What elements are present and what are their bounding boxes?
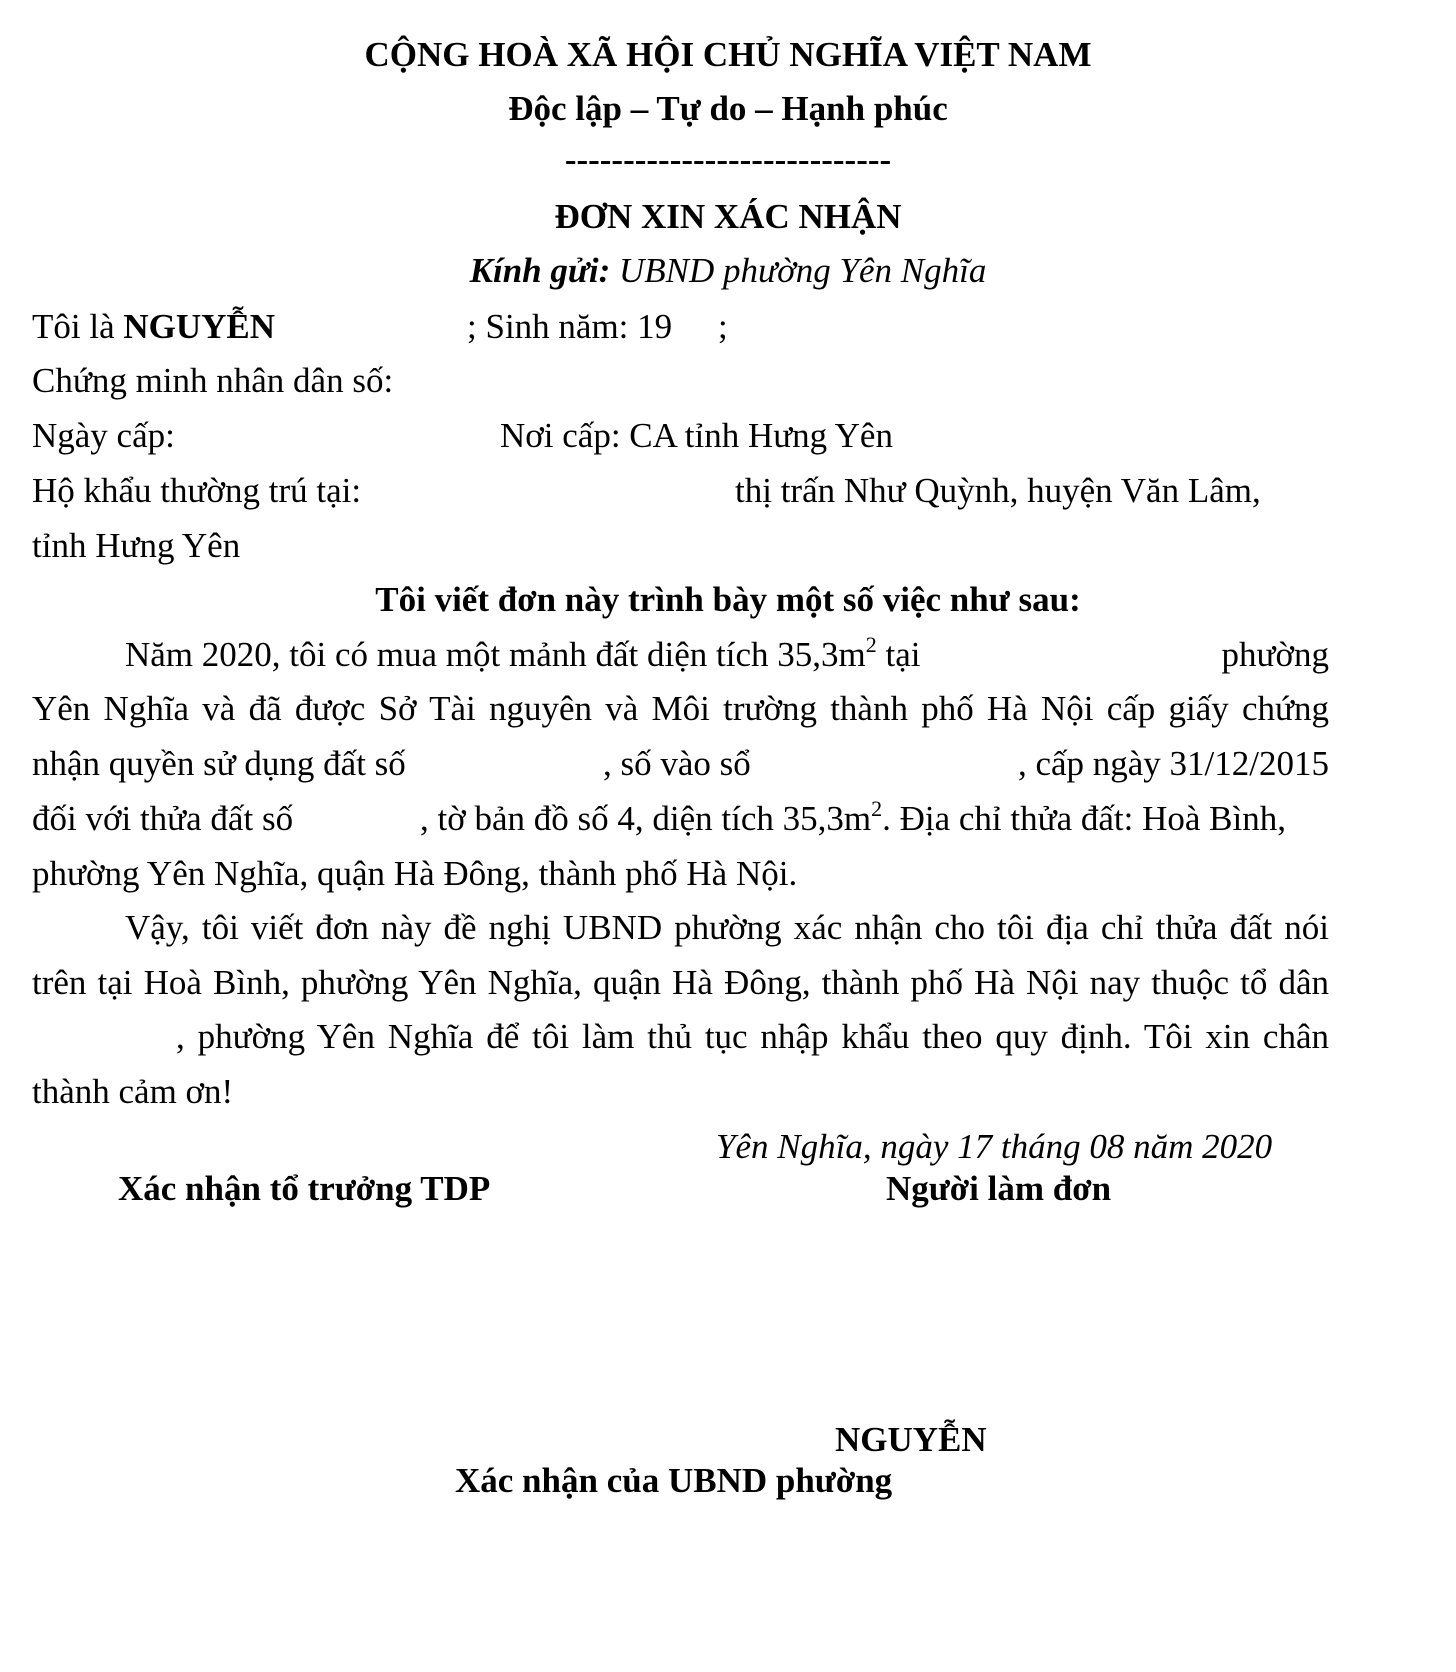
- paragraph-1-line-4a: đối với thửa đất số: [32, 799, 294, 838]
- applicant-intro: Tôi là: [32, 307, 115, 346]
- applicant-signature-label: Người làm đơn: [886, 1169, 1112, 1208]
- paragraph-2-line-1: Vậy, tôi viết đơn này đề nghị UBND phường xác nhận cho tôi địa chỉ thửa đất nói: [125, 908, 1329, 947]
- document-title: ĐƠN XIN XÁC NHẬN: [554, 197, 902, 236]
- paragraph-1-line-3b: , số vào sổ: [603, 744, 751, 783]
- paragraph-1-line-5: phường Yên Nghĩa, quận Hà Đông, thành phố Hà Nội.: [32, 854, 798, 893]
- paragraph-1-line-4b: [420, 796, 1286, 838]
- nation-heading: CỘNG HOÀ XÃ HỘI CHỦ NGHĨA VIỆT NAM: [364, 35, 1092, 74]
- paragraph-2-line-3: , phường Yên Nghĩa để tôi làm thủ tục nhập khẩu theo quy định. Tôi xin chân: [176, 1017, 1329, 1056]
- paragraph-2-line-2: trên tại Hoà Bình, phường Yên Nghĩa, quận Hà Đông, thành phố Hà Nội nay thuộc tổ dân: [32, 963, 1329, 1002]
- residence-value: thị trấn Như Quỳnh, huyện Văn Lâm,: [735, 471, 1261, 510]
- header-divider: ----------------------------: [564, 140, 892, 179]
- date-line: Yên Nghĩa, ngày 17 tháng 08 năm 2020: [716, 1127, 1273, 1166]
- residence-value-cont: tỉnh Hưng Yên: [32, 526, 241, 565]
- applicant-name: NGUYỄN: [123, 307, 276, 346]
- p1-l4-text-c: . Địa chỉ thửa đất: Hoà Bình,: [882, 799, 1286, 838]
- superscript-2: 2: [865, 632, 877, 657]
- paragraph-2-line-4: thành cảm ơn!: [32, 1072, 234, 1111]
- birth-year-label: ; Sinh năm: 19: [467, 307, 673, 346]
- team-leader-confirmation: Xác nhận tổ trưởng TDP: [118, 1169, 491, 1208]
- p1-text-a: Năm 2020, tôi có mua một mảnh đất diện tích 35,3m: [125, 635, 866, 674]
- recipient-label: Kính gửi:: [469, 251, 611, 290]
- paragraph-1-line-1a: [125, 632, 921, 674]
- paragraph-1-line-3c: , cấp ngày 31/12/2015: [1017, 744, 1329, 783]
- p1-text-b: tại: [885, 635, 921, 674]
- paragraph-1-line-1c: phường: [1221, 635, 1329, 674]
- signer-name: NGUYỄN: [835, 1420, 987, 1459]
- superscript-2-second: 2: [871, 796, 883, 821]
- issue-date-label: Ngày cấp:: [32, 416, 175, 455]
- recipient-line: [0, 253, 1456, 288]
- motto: Độc lập – Tự do – Hạnh phúc: [508, 89, 948, 128]
- paragraph-1-line-3a: nhận quyền sử dụng đất số: [32, 744, 406, 783]
- ward-confirmation: Xác nhận của UBND phường: [455, 1461, 893, 1500]
- issue-place: Nơi cấp: CA tỉnh Hưng Yên: [500, 416, 893, 455]
- birth-year-end: ;: [718, 307, 728, 346]
- paragraph-1-line-2: Yên Nghĩa và đã được Sở Tài nguyên và Môi trường thành phố Hà Nội cấp giấy chứng: [32, 689, 1329, 728]
- residence-label: Hộ khẩu thường trú tại:: [32, 471, 362, 510]
- applicant-name-line: [32, 309, 275, 344]
- body-heading: Tôi viết đơn này trình bày một số việc như sau:: [375, 580, 1081, 619]
- id-number-label: Chứng minh nhân dân số:: [32, 361, 394, 400]
- recipient-value: UBND phường Yên Nghĩa: [618, 251, 987, 290]
- p1-l4-text: , tờ bản đồ số 4, diện tích 35,3m: [420, 799, 872, 838]
